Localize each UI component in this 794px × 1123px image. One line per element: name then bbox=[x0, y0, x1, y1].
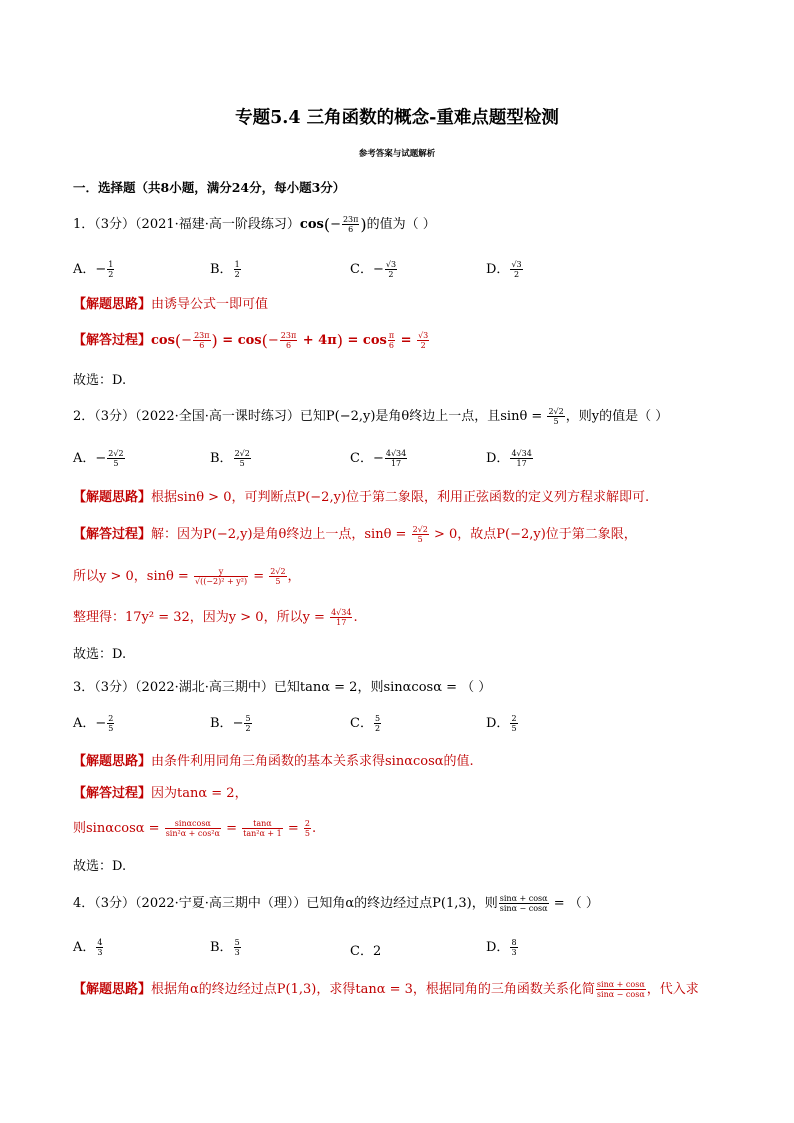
q3-stem: 3．（3分）（2022·湖北·高三期中）已知tanα = 2，则sinαcosα = （ ） bbox=[73, 680, 492, 695]
thinking-label: 【解题思路】 bbox=[73, 982, 152, 997]
q2-stem-text: 2．（3分）（2022·全国·高一课时练习）已知P(−2,y)是角θ终边上一点，且sinθ = bbox=[73, 409, 547, 424]
opt-sign: − bbox=[95, 451, 107, 466]
q4-stem-after: = （ ） bbox=[549, 896, 599, 911]
frac-den: 5 bbox=[417, 535, 423, 544]
frac-den: 6 bbox=[348, 225, 354, 234]
q3-option-c[interactable] bbox=[350, 712, 382, 733]
frac-num: 2√2 bbox=[270, 567, 286, 576]
opt-letter: B． bbox=[210, 716, 233, 731]
q1-stem-text: 1．（3分）（2021·福建·高一阶段练习） bbox=[73, 217, 300, 232]
paren: ( bbox=[261, 331, 268, 350]
frac-num: 2√2 bbox=[548, 407, 564, 416]
q1-thinking bbox=[73, 293, 268, 312]
opt-frac bbox=[374, 714, 381, 733]
q1-option-c[interactable] bbox=[350, 258, 398, 279]
q1-option-d[interactable] bbox=[486, 258, 524, 279]
frac-num: 8 bbox=[511, 938, 517, 947]
frac-num: √3 bbox=[511, 260, 522, 269]
frac bbox=[417, 331, 429, 350]
q2-option-c[interactable] bbox=[350, 447, 408, 468]
frac-num: 1 bbox=[234, 260, 240, 269]
frac-den: 2 bbox=[513, 270, 520, 279]
q3-option-d[interactable] bbox=[486, 712, 519, 733]
frac-num: sinαcosα bbox=[165, 819, 221, 829]
opt-letter: D． bbox=[486, 451, 510, 466]
q4-option-d[interactable] bbox=[486, 936, 519, 957]
eq: = bbox=[396, 333, 417, 348]
frac-num: √3 bbox=[385, 260, 397, 269]
process-text: 则sinαcosα = bbox=[73, 821, 164, 836]
q1-option-a[interactable] bbox=[73, 258, 115, 279]
opt-frac bbox=[107, 260, 114, 279]
frac-num: 2√2 bbox=[108, 449, 124, 458]
opt-sign: − bbox=[372, 451, 384, 466]
frac-den: 2 bbox=[420, 341, 426, 350]
q2-process-line1 bbox=[73, 523, 637, 544]
opt-letter: A． bbox=[73, 940, 96, 955]
frac-den: 6 bbox=[388, 341, 395, 350]
q1-cos: cos bbox=[299, 217, 324, 232]
opt-sign: − bbox=[95, 716, 107, 731]
frac-den: sinα − cosα bbox=[596, 990, 645, 999]
frac-num: 23π bbox=[280, 331, 297, 340]
section-heading: 一．选择题（共8小题，满分24分，每小题3分） bbox=[73, 180, 346, 195]
frac-den: 17 bbox=[516, 459, 527, 468]
frac-num: 2 bbox=[108, 714, 114, 723]
thinking-text: ，代入求 bbox=[646, 982, 699, 997]
opt-sign: − bbox=[372, 262, 384, 277]
q3-option-a[interactable] bbox=[73, 712, 115, 733]
process-text: 所以y > 0，sinθ = bbox=[73, 569, 193, 584]
frac-num: 23π bbox=[194, 331, 210, 340]
process-text: ， bbox=[287, 569, 301, 584]
q2-option-a[interactable] bbox=[73, 447, 126, 468]
frac-num: 23π bbox=[342, 215, 359, 224]
frac-num: 2√2 bbox=[234, 449, 250, 458]
q4-option-b[interactable] bbox=[210, 936, 242, 957]
q2-thinking bbox=[73, 486, 649, 505]
frac-den: 5 bbox=[553, 417, 559, 426]
answer-value: D. bbox=[112, 647, 127, 662]
q4-option-a[interactable] bbox=[73, 936, 104, 957]
process-label: 【解答过程】 bbox=[73, 786, 152, 801]
q2-process-line2 bbox=[73, 565, 301, 586]
q3-answer bbox=[73, 855, 126, 874]
frac-num: 4√34 bbox=[385, 449, 407, 458]
q1-stem-after: 的值为（ ） bbox=[366, 217, 436, 232]
q1-neg: − bbox=[330, 217, 341, 232]
frac-den: sin²α + cos²α bbox=[165, 829, 220, 838]
frac-den: √((−2)² + y²) bbox=[194, 577, 248, 586]
frac-num: 2√2 bbox=[412, 525, 428, 534]
answer-value: D. bbox=[112, 859, 127, 874]
opt-letter: A． bbox=[73, 451, 96, 466]
q3-process-line2 bbox=[73, 817, 316, 838]
opt-letter: D． bbox=[486, 940, 510, 955]
eq: = cos bbox=[342, 333, 387, 348]
q1-stem bbox=[73, 213, 436, 234]
frac bbox=[280, 331, 297, 350]
opt-frac bbox=[510, 714, 517, 733]
opt-letter: A． bbox=[73, 716, 96, 731]
q1-answer bbox=[73, 369, 126, 388]
q1-option-b[interactable] bbox=[210, 258, 242, 279]
thinking-label: 【解题思路】 bbox=[73, 754, 152, 769]
process-label: 【解答过程】 bbox=[73, 333, 152, 348]
opt-letter: D． bbox=[486, 262, 510, 277]
frac-den: 17 bbox=[336, 618, 347, 627]
q2-stem bbox=[73, 405, 668, 426]
cos: cos bbox=[151, 333, 175, 348]
thinking-label: 【解题思路】 bbox=[73, 297, 152, 312]
paren: ) bbox=[211, 331, 218, 350]
q2-process-line3 bbox=[73, 606, 358, 627]
q1-frac bbox=[342, 215, 359, 234]
thinking-label: 【解题思路】 bbox=[73, 490, 152, 505]
process-text: 因为tanα = 2， bbox=[151, 786, 248, 801]
frac-num: 5 bbox=[234, 938, 240, 947]
eq: = bbox=[249, 569, 269, 584]
process-text: . bbox=[312, 821, 317, 836]
opt-letter: D． bbox=[486, 716, 510, 731]
answer-prefix: 故选： bbox=[73, 859, 113, 874]
process-text: 解：因为P(−2,y)是角θ终边上一点，sinθ = bbox=[151, 527, 411, 542]
q2-stem-after: ，则y的值是（ ） bbox=[565, 409, 669, 424]
thinking-text: 由诱导公式一即可值 bbox=[151, 297, 269, 312]
frac-num: 4√34 bbox=[511, 449, 532, 458]
frac-den: 5 bbox=[113, 459, 119, 468]
opt-frac bbox=[510, 260, 522, 279]
thinking-text: 由条件利用同角三角函数的基本关系求得sinαcosα的值. bbox=[151, 754, 474, 769]
opt-letter: C． bbox=[350, 262, 373, 277]
page-subtitle: 参考答案与试题解析 bbox=[358, 149, 436, 159]
frac-den: 2 bbox=[388, 270, 394, 279]
frac-num: 2 bbox=[511, 714, 517, 723]
opt-frac bbox=[107, 449, 124, 468]
frac-num: 4 bbox=[97, 938, 103, 947]
frac-num: 5 bbox=[245, 714, 251, 723]
q4-stem-text: 4．（3分）（2022·宁夏·高三期中（理））已知角α的终边经过点P(1,3)，则 bbox=[73, 896, 498, 911]
frac bbox=[165, 819, 221, 838]
frac bbox=[193, 331, 210, 350]
q4-stem bbox=[73, 892, 599, 913]
frac-den: 2 bbox=[374, 724, 381, 733]
opt-letter: B． bbox=[210, 940, 233, 955]
frac-den: 2 bbox=[245, 724, 251, 733]
frac-den: 2 bbox=[108, 270, 114, 279]
opt-frac bbox=[385, 449, 407, 468]
frac bbox=[269, 567, 286, 586]
frac-den: 5 bbox=[239, 459, 245, 468]
frac-den: 3 bbox=[511, 948, 517, 957]
q4-option-c[interactable] bbox=[350, 940, 381, 959]
opt-frac bbox=[107, 714, 114, 733]
opt-frac bbox=[510, 449, 532, 468]
frac bbox=[304, 819, 311, 838]
opt-frac bbox=[234, 938, 241, 957]
frac-den: 2 bbox=[234, 270, 240, 279]
frac-num: tanα bbox=[242, 819, 283, 829]
frac-den: 6 bbox=[285, 341, 292, 350]
opt-letter: C． bbox=[350, 451, 373, 466]
opt-letter: B． bbox=[210, 262, 233, 277]
frac-den: 5 bbox=[304, 829, 310, 838]
opt-letter: A． bbox=[73, 262, 96, 277]
frac bbox=[596, 980, 646, 999]
paren: ) bbox=[360, 215, 367, 234]
opt-frac bbox=[244, 714, 251, 733]
opt-frac bbox=[234, 449, 251, 468]
answer-prefix: 故选： bbox=[73, 647, 113, 662]
answer-value: D. bbox=[112, 373, 127, 388]
frac-num: sinα + cosα bbox=[499, 894, 548, 903]
opt-sign: − bbox=[95, 262, 107, 277]
opt-letter: C． bbox=[350, 716, 373, 731]
frac bbox=[388, 331, 395, 350]
q3-thinking bbox=[73, 750, 474, 769]
frac-num: √3 bbox=[418, 331, 429, 340]
frac-num: π bbox=[388, 331, 395, 340]
frac bbox=[242, 819, 283, 838]
thinking-text: 根据sinθ > 0，可判断点P(−2,y)位于第二象限，利用正弦函数的定义列方程求解即可. bbox=[151, 490, 650, 505]
frac-num: 5 bbox=[374, 714, 381, 723]
frac-num: y bbox=[194, 567, 248, 577]
frac-den: 6 bbox=[199, 341, 205, 350]
opt-frac bbox=[234, 260, 241, 279]
frac-den: 5 bbox=[108, 724, 114, 733]
q3-process-line1 bbox=[73, 782, 248, 801]
frac-num: 1 bbox=[108, 260, 114, 269]
opt-frac bbox=[510, 938, 517, 957]
process-label: 【解答过程】 bbox=[73, 527, 152, 542]
q2-answer bbox=[73, 643, 126, 662]
frac bbox=[194, 567, 248, 586]
opt-letter: C． bbox=[350, 944, 373, 959]
frac-num: sinα + cosα bbox=[596, 980, 645, 989]
eq: = bbox=[221, 821, 242, 836]
frac-num: 2 bbox=[304, 819, 310, 828]
process-text: > 0，故点P(−2,y)位于第二象限， bbox=[429, 527, 637, 542]
frac-den: 3 bbox=[234, 948, 240, 957]
q2-option-b[interactable] bbox=[210, 447, 252, 468]
frac-den: 3 bbox=[97, 948, 103, 957]
page-title: 专题5.4 三角函数的概念-重难点题型检测 bbox=[235, 108, 559, 128]
q3-option-b[interactable] bbox=[210, 712, 253, 733]
frac bbox=[330, 608, 352, 627]
process-text: . bbox=[353, 610, 358, 625]
frac-den: 17 bbox=[390, 459, 402, 468]
q2-option-d[interactable] bbox=[486, 447, 534, 468]
frac-den: 5 bbox=[511, 724, 517, 733]
frac bbox=[412, 525, 429, 544]
opt-sign: − bbox=[232, 716, 244, 731]
frac bbox=[547, 407, 564, 426]
frac bbox=[499, 894, 549, 913]
q4-thinking bbox=[73, 978, 699, 999]
frac-num: 4√34 bbox=[331, 608, 352, 617]
opt-frac bbox=[385, 260, 397, 279]
paren: ( bbox=[174, 331, 182, 350]
paren: ) bbox=[336, 331, 343, 350]
frac-den: 5 bbox=[275, 577, 281, 586]
frac-den: tan²α + 1 bbox=[243, 829, 282, 838]
eq: = bbox=[283, 821, 303, 836]
opt-value: 2 bbox=[372, 944, 382, 959]
thinking-text: 根据角α的终边经过点P(1,3)，求得tanα = 3，根据同角的三角函数关系化简 bbox=[151, 982, 595, 997]
opt-frac bbox=[96, 938, 103, 957]
process-text: 整理得：17y² = 32，因为y > 0，所以y = bbox=[73, 610, 330, 625]
paren: ( bbox=[323, 215, 331, 234]
eq: = cos bbox=[217, 333, 262, 348]
opt-letter: B． bbox=[210, 451, 233, 466]
q1-process: 【解答过程】cos(− $\frac{23\pi}{6}$ ) = cos(− $\frac{23\pi}{6}$ + 4π) = cos $\frac{\pi}{6}$ = $\frac{√3}{2}$ bbox=[73, 331, 429, 350]
frac-den: sinα − cosα bbox=[499, 904, 548, 913]
plus: + 4π bbox=[298, 333, 337, 348]
answer-prefix: 故选： bbox=[73, 373, 113, 388]
